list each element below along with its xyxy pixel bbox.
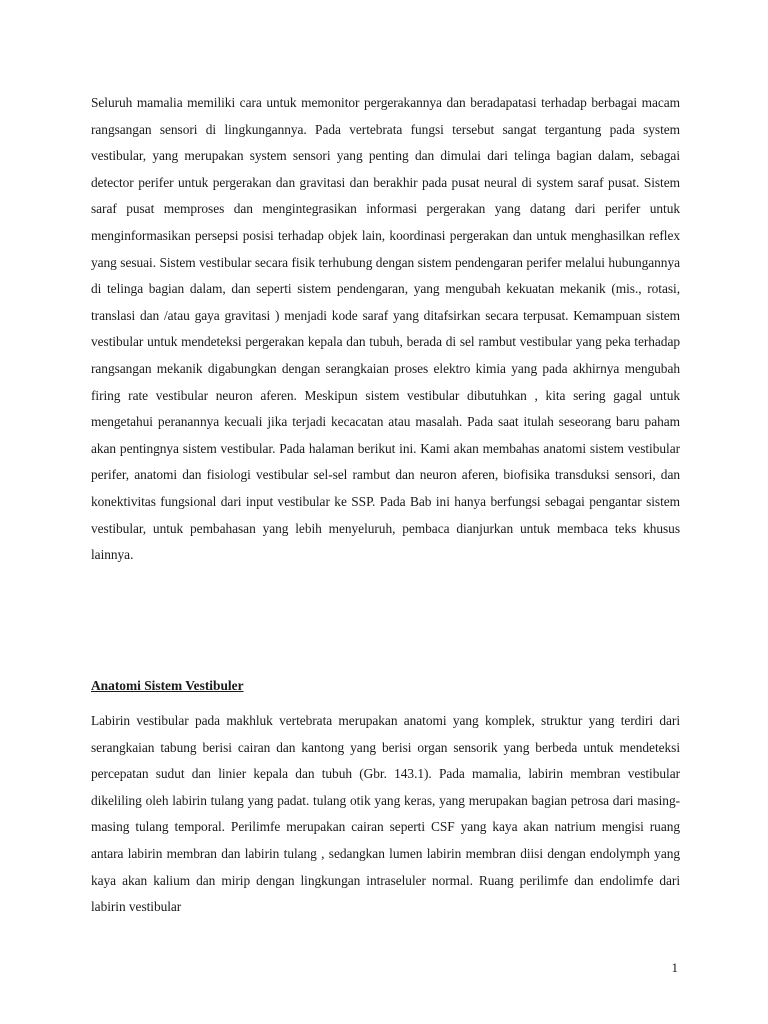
- page-number: 1: [671, 960, 678, 975]
- intro-paragraph: Seluruh mamalia memiliki cara untuk memonitor pergerakannya dan beradapatasi terhadap berbagai macam rangsangan sensori di lingkungannya. Pada vertebrata fungsi tersebut sangat tergantung pada system vestibular, yang merupakan system sensori yang penting dan dimulai dari telinga bagian dalam, sebagai detector perifer untuk pergerakan dan gravitasi dan berakhir pada pusat neural di system saraf pusat. Sistem saraf pusat memproses dan mengintegrasikan informasi pergerakan yang datang dari perifer untuk menginformasikan persepsi posisi terhadap objek lain, koordinasi pergerakan dan untuk menghasilkan reflex yang sesuai. Sistem vestibular secara fisik terhubung dengan sistem pendengaran perifer melalui hubungannya di telinga bagian dalam, dan seperti sistem pendengaran, yang mengubah kekuatan mekanik (mis., rotasi, translasi dan /atau gaya gravitasi ) menjadi kode saraf yang ditafsirkan secara terpusat. Kemampuan sistem vestibular untuk mendeteksi pergerakan kepala dan tubuh, berada di sel rambut vestibular yang peka terhadap rangsangan mekanik digabungkan dengan serangkaian proses elektro kimia yang pada akhirnya mengubah firing rate vestibular neuron aferen. Meskipun sistem vestibular dibutuhkan , kita sering gagal untuk mengetahui peranannya kecuali jika terjadi kecacatan atau masalah. Pada saat itulah seseorang baru paham akan pentingnya sistem vestibular. Pada halaman berikut ini. Kami akan membahas anatomi sistem vestibular perifer, anatomi dan fisiologi vestibular sel-sel rambut dan neuron aferen, biofisika transduksi sensori, dan konektivitas fungsional dari input vestibular ke SSP. Pada Bab ini hanya berfungsi sebagai pengantar sistem vestibular, untuk pembahasan yang lebih menyeluruh, pembaca dianjurkan untuk membaca teks khusus lainnya.: [91, 95, 680, 563]
- anatomy-paragraph: Labirin vestibular pada makhluk vertebrata merupakan anatomi yang komplek, struktur yang terdiri dari serangkaian tabung berisi cairan dan kantong yang berisi organ sensorik yang berbeda untuk mendeteksi percepatan sudut dan linier kepala dan tubuh (Gbr. 143.1). Pada mamalia, labirin membran vestibular dikeliling oleh labirin tulang yang padat. tulang otik yang keras, yang merupakan bagian petrosa dari masing-masing tulang temporal. Perilimfe merupakan cairan seperti CSF yang kaya akan natrium mengisi ruang antara labirin membran dan labirin tulang , sedangkan lumen labirin membran diisi dengan endolymph yang kaya akan kalium dan mirip dengan lingkungan intraseluler normal. Ruang perilimfe dan endolimfe dari labirin vestibular: [91, 713, 680, 915]
- section-heading-anatomy: Anatomi Sistem Vestibuler: [91, 678, 244, 693]
